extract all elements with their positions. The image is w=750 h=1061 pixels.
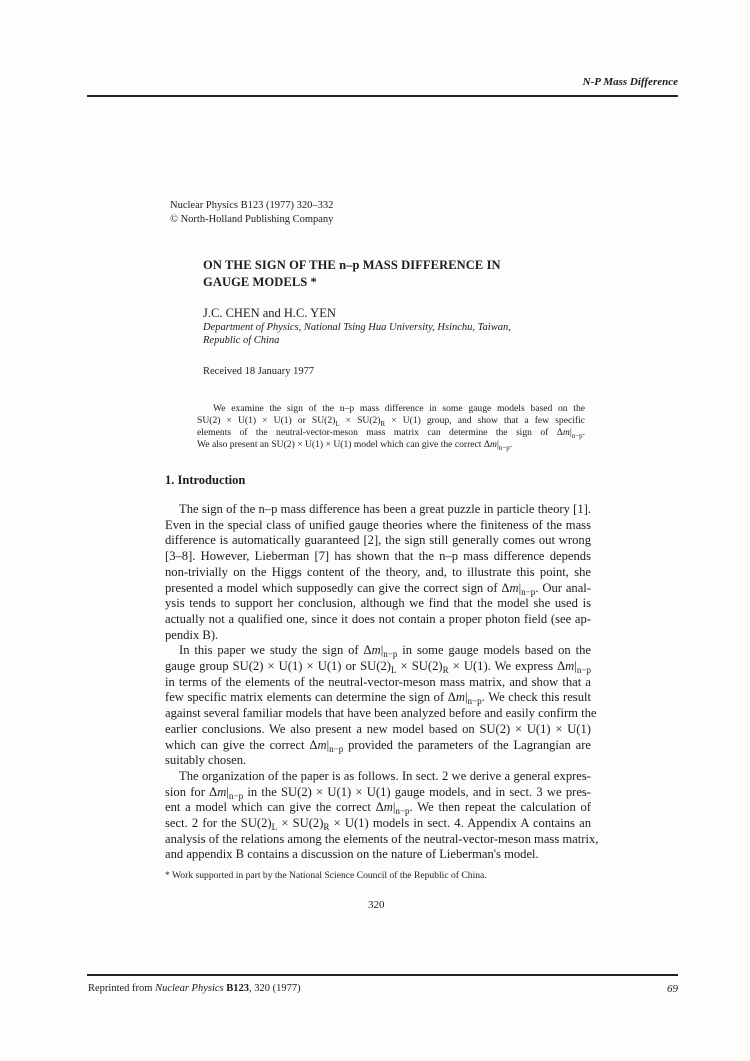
affiliation-line: Republic of China [203, 334, 280, 346]
received-date: Received 18 January 1977 [203, 366, 315, 377]
math-symbol: m [455, 690, 465, 705]
text-segment: | [574, 659, 577, 674]
journal-citation: Nuclear Physics B123 (1977) 320–332 [170, 200, 334, 211]
text-segment: We examine the sign of the n–p mass difference in some gauge models based on the [213, 403, 585, 414]
text-segment: | [569, 427, 572, 438]
text-segment: [3–8]. However, Lieberman [7] has shown that the n–p mass difference depends [165, 549, 591, 564]
text-segment: elements of the neutral-vector-meson mass matrix can determine the sign of Δ [197, 427, 563, 438]
text-line [165, 659, 591, 675]
body-text [165, 502, 599, 863]
text-segment: few specific matrix elements can determine the sign of Δ [165, 690, 456, 705]
text-segment: which can give the correct Δ [165, 737, 318, 752]
text-segment: difference is automatically guaranteed [2], the sign still generally comes out wrong [165, 533, 591, 548]
text-segment: SU(2) × U(1) × U(1) or SU(2) [197, 415, 336, 426]
paper-title [203, 257, 501, 291]
subscript: L [271, 822, 278, 833]
subscript: n−p [498, 445, 510, 452]
text-line [165, 581, 591, 597]
subscript: R [380, 421, 386, 428]
text-line [165, 722, 591, 738]
text-segment: | [380, 643, 384, 658]
text-line [197, 439, 585, 451]
text-line [165, 502, 591, 518]
text-segment: sect. 2 for the SU(2) [165, 816, 272, 831]
text-segment: × SU(2) [339, 415, 381, 426]
text-segment: . We check this result [481, 690, 591, 705]
subscript: n−p [571, 433, 583, 440]
text-segment: × U(1). We express Δ [448, 659, 566, 674]
text-segment: The organization of the paper is as follows. In sect. 2 we derive a general expres- [179, 768, 591, 783]
text-segment: . [582, 427, 585, 438]
text-segment: | [392, 800, 396, 815]
subscript: R [442, 665, 449, 676]
text-segment: provided the parameters of the Lagrangian are [343, 737, 591, 752]
text-segment: ent a model which can give the correct Δ [165, 800, 384, 815]
text-segment: ysis tends to support her conclusion, although we find that the model she used is [165, 596, 591, 611]
text-segment: actually not a qualified one, since it does not contain a proper photon field (see ap- [165, 611, 591, 626]
math-symbol: m [565, 659, 575, 674]
text-segment: earlier conclusions. We also present a new model based on SU(2) × U(1) × U(1) [165, 721, 591, 736]
reprint-journal: Nuclear Physics [155, 983, 224, 994]
text-line [165, 596, 591, 612]
text-segment: | [226, 784, 229, 799]
subscript: n−p [576, 665, 591, 676]
header-rule [87, 95, 678, 97]
subscript: n−p [329, 743, 344, 754]
text-line [165, 785, 591, 801]
text-line [197, 427, 585, 439]
subscript: n−p [467, 696, 482, 707]
text-line [165, 753, 591, 769]
text-line [165, 533, 591, 549]
text-segment: analysis of the relations among the elements of the neutral-vector-meson mass matrix, [165, 831, 599, 846]
subscript: n−p [383, 649, 398, 660]
text-segment: Even in the special class of unified gauge theories where the finiteness of the mass [165, 517, 591, 532]
text-segment: | [464, 690, 468, 705]
paragraph [165, 643, 597, 769]
text-segment: presented a model which supposedly can give the correct sign of Δ [165, 580, 510, 595]
text-segment: | [518, 580, 522, 595]
subscript: R [323, 822, 330, 833]
math-symbol: m [509, 580, 519, 595]
authors: J.C. CHEN and H.C. YEN [203, 306, 336, 320]
text-line [165, 690, 591, 706]
text-segment: in some gauge models based on the [397, 643, 591, 658]
text-line [165, 612, 591, 628]
math-symbol: m [490, 439, 497, 450]
text-segment: against several familiar models that have been analyzed before and easily confirm the [165, 706, 597, 721]
text-segment: in terms of the elements of the neutral-vector-meson mass matrix, and show that a [165, 674, 591, 689]
text-segment: non-trivially on the Higgs content of the theory, and, to illustrate this point, she [165, 564, 591, 579]
text-line [165, 628, 591, 644]
footer-page-number: 69 [667, 983, 678, 995]
text-segment: | [326, 737, 330, 752]
text-segment: | [496, 439, 499, 450]
text-segment: The sign of the n–p mass difference has been a great puzzle in particle theory [1]. [179, 502, 591, 516]
reprint-note [88, 983, 301, 994]
text-segment: . [509, 439, 513, 450]
paragraph [165, 768, 599, 863]
text-segment: and appendix B contains a discussion on the nature of Lieberman's model. [165, 847, 539, 862]
text-line [165, 675, 591, 691]
math-symbol: m [371, 643, 381, 658]
text-line [197, 403, 585, 415]
text-line [165, 800, 591, 816]
math-symbol: m [317, 737, 327, 752]
journal-info [170, 199, 333, 227]
reprint-prefix: Reprinted from [88, 983, 156, 994]
text-segment: × U(1) group, and show that a few specific [385, 415, 585, 426]
footer-rule [87, 974, 678, 976]
section-heading: 1. Introduction [165, 473, 246, 487]
text-segment: × SU(2) [277, 816, 324, 831]
copyright: © North-Holland Publishing Company [170, 214, 334, 225]
text-line [165, 706, 597, 722]
reprint-rest: , 320 (1977) [249, 983, 301, 994]
math-symbol: m [217, 784, 227, 799]
text-line [165, 769, 591, 785]
page-number: 320 [368, 899, 385, 911]
reprint-volume: B123 [223, 983, 249, 994]
text-line [165, 847, 591, 863]
title-line: ON THE SIGN OF THE n–p MASS DIFFERENCE IN [203, 258, 501, 272]
affiliation-line: Department of Physics, National Tsing Hua University, Hsinchu, Taiwan, [203, 322, 511, 333]
text-segment: pendix B). [165, 627, 219, 642]
text-segment: sion for Δ [165, 784, 218, 799]
text-segment: in the SU(2) × U(1) × U(1) gauge models, and in sect. 3 we pres- [243, 784, 592, 799]
title-line: GAUGE MODELS * [203, 275, 317, 289]
text-line [165, 518, 591, 534]
footnote: * Work supported in part by the National Science Council of the Republic of China. [165, 870, 487, 881]
abstract [197, 403, 585, 451]
math-symbol: m [383, 800, 393, 815]
text-line [197, 415, 585, 427]
text-segment: × SU(2) [396, 659, 443, 674]
text-line [165, 831, 599, 848]
subscript: L [390, 665, 397, 676]
text-line [165, 816, 591, 832]
text-line [165, 565, 591, 581]
text-segment: We also present an SU(2) × U(1) × U(1) model which can give the correct Δ [197, 439, 491, 450]
text-line [165, 643, 591, 659]
text-segment: gauge group SU(2) × U(1) × U(1) or SU(2) [165, 659, 391, 674]
text-segment: × U(1) models in sect. 4. Appendix A contains an [329, 816, 591, 831]
subscript: L [335, 421, 340, 428]
text-line [165, 549, 591, 565]
running-head: N-P Mass Difference [582, 76, 678, 88]
math-symbol: m [562, 427, 570, 438]
subscript: n−p [228, 790, 244, 801]
subscript: n−p [395, 806, 410, 817]
text-segment: suitably chosen. [165, 753, 247, 768]
affiliation [203, 322, 511, 347]
text-segment: In this paper we study the sign of Δ [179, 643, 372, 658]
text-segment: . Our anal- [535, 580, 592, 595]
paragraph [165, 502, 591, 643]
text-line [165, 738, 591, 754]
subscript: n−p [521, 586, 536, 597]
text-segment: . We then repeat the calculation of [409, 800, 591, 815]
